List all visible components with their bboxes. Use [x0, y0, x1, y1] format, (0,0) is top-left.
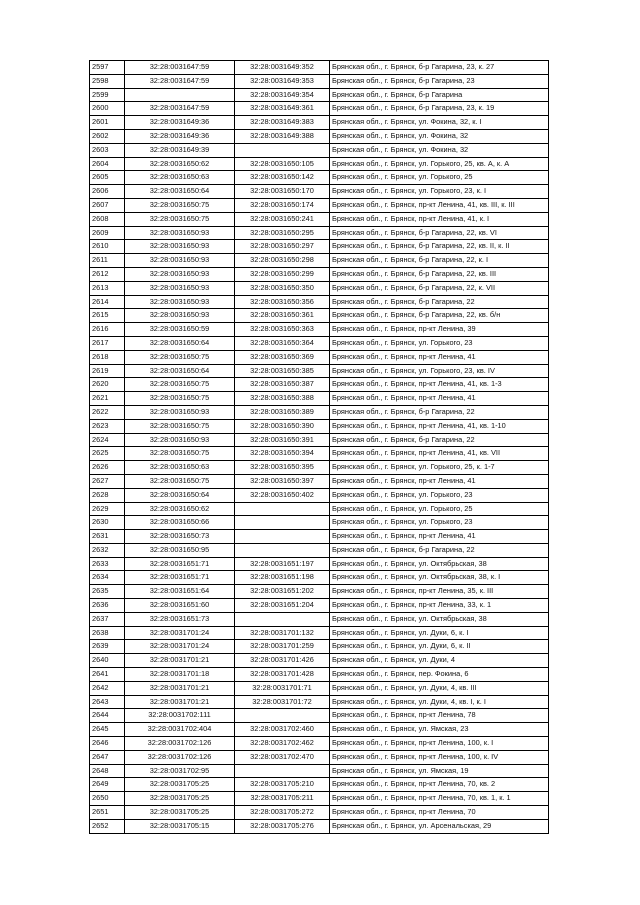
building-number-cell: 32:28:0031650:105 [235, 157, 330, 171]
parcel-number-cell: 32:28:0031649:36 [125, 129, 235, 143]
row-number-cell: 2625 [90, 447, 125, 461]
parcel-number-cell: 32:28:0031650:75 [125, 212, 235, 226]
building-number-cell: 32:28:0031650:397 [235, 474, 330, 488]
building-number-cell: 32:28:0031649:361 [235, 102, 330, 116]
table-row [90, 695, 549, 709]
table-row [90, 378, 549, 392]
row-number-cell: 2617 [90, 336, 125, 350]
row-number-cell: 2624 [90, 433, 125, 447]
address-cell: Брянская обл., г. Брянск, пр-кт Ленина, 41, кв. VII [330, 447, 549, 461]
table-row [90, 419, 549, 433]
building-number-cell: 32:28:0031705:211 [235, 792, 330, 806]
address-cell: Брянская обл., г. Брянск, ул. Горького, 25, кв. А, к. А [330, 157, 549, 171]
row-number-cell: 2644 [90, 709, 125, 723]
row-number-cell: 2634 [90, 571, 125, 585]
parcel-number-cell: 32:28:0031702:126 [125, 737, 235, 751]
building-number-cell: 32:28:0031650:361 [235, 309, 330, 323]
address-cell: Брянская обл., г. Брянск, пр-кт Ленина, 100, к. IV [330, 750, 549, 764]
address-cell: Брянская обл., г. Брянск, пр-кт Ленина, 41 [330, 530, 549, 544]
parcel-number-cell: 32:28:0031650:62 [125, 502, 235, 516]
parcel-number-cell: 32:28:0031650:93 [125, 281, 235, 295]
building-number-cell: 32:28:0031651:198 [235, 571, 330, 585]
parcel-number-cell: 32:28:0031650:63 [125, 171, 235, 185]
address-cell: Брянская обл., г. Брянск, б-р Гагарина, 22, кв. II, к. II [330, 240, 549, 254]
table-row [90, 599, 549, 613]
table-row [90, 364, 549, 378]
address-cell: Брянская обл., г. Брянск, ул. Горького, 23 [330, 516, 549, 530]
address-cell: Брянская обл., г. Брянск, б-р Гагарина, 22, кв. III [330, 267, 549, 281]
address-cell: Брянская обл., г. Брянск, пер. Фокина, 6 [330, 668, 549, 682]
address-cell: Брянская обл., г. Брянск, ул. Дуки, 4, кв. III [330, 681, 549, 695]
row-number-cell: 2645 [90, 723, 125, 737]
table-row [90, 530, 549, 544]
building-number-cell: 32:28:0031702:462 [235, 737, 330, 751]
building-number-cell [235, 543, 330, 557]
building-number-cell: 32:28:0031650:298 [235, 254, 330, 268]
table-row [90, 143, 549, 157]
row-number-cell: 2598 [90, 74, 125, 88]
parcel-number-cell: 32:28:0031650:93 [125, 267, 235, 281]
building-number-cell: 32:28:0031701:426 [235, 654, 330, 668]
address-cell: Брянская обл., г. Брянск, б-р Гагарина, 22 [330, 405, 549, 419]
row-number-cell: 2648 [90, 764, 125, 778]
address-cell: Брянская обл., г. Брянск, пр-кт Ленина, 39 [330, 323, 549, 337]
parcel-number-cell: 32:28:0031650:93 [125, 405, 235, 419]
table-row [90, 461, 549, 475]
row-number-cell: 2614 [90, 295, 125, 309]
parcel-number-cell: 32:28:0031649:39 [125, 143, 235, 157]
table-row [90, 737, 549, 751]
row-number-cell: 2639 [90, 640, 125, 654]
address-cell: Брянская обл., г. Брянск, пр-кт Ленина, 41, кв. III, к. III [330, 198, 549, 212]
building-number-cell: 32:28:0031701:132 [235, 626, 330, 640]
table-row [90, 171, 549, 185]
table-row [90, 88, 549, 102]
table-row [90, 723, 549, 737]
row-number-cell: 2615 [90, 309, 125, 323]
row-number-cell: 2638 [90, 626, 125, 640]
address-cell: Брянская обл., г. Брянск, ул. Фокина, 32 [330, 129, 549, 143]
table-row [90, 405, 549, 419]
building-number-cell: 32:28:0031649:383 [235, 116, 330, 130]
table-row [90, 281, 549, 295]
parcel-number-cell: 32:28:0031702:95 [125, 764, 235, 778]
row-number-cell: 2641 [90, 668, 125, 682]
row-number-cell: 2636 [90, 599, 125, 613]
building-number-cell: 32:28:0031650:174 [235, 198, 330, 212]
parcel-number-cell: 32:28:0031702:111 [125, 709, 235, 723]
row-number-cell: 2627 [90, 474, 125, 488]
building-number-cell: 32:28:0031650:241 [235, 212, 330, 226]
address-cell: Брянская обл., г. Брянск, пр-кт Ленина, 41, кв. 1-10 [330, 419, 549, 433]
parcel-number-cell: 32:28:0031650:62 [125, 157, 235, 171]
row-number-cell: 2601 [90, 116, 125, 130]
parcel-number-cell: 32:28:0031651:71 [125, 557, 235, 571]
parcel-number-cell: 32:28:0031701:24 [125, 640, 235, 654]
row-number-cell: 2605 [90, 171, 125, 185]
address-cell: Брянская обл., г. Брянск, б-р Гагарина, 22, кв. VI [330, 226, 549, 240]
table-row [90, 806, 549, 820]
building-number-cell: 32:28:0031651:202 [235, 585, 330, 599]
cadastral-table [89, 60, 549, 834]
table-row [90, 764, 549, 778]
building-number-cell: 32:28:0031701:72 [235, 695, 330, 709]
building-number-cell: 32:28:0031702:470 [235, 750, 330, 764]
parcel-number-cell: 32:28:0031650:93 [125, 226, 235, 240]
address-cell: Брянская обл., г. Брянск, б-р Гагарина, 22, к. I [330, 254, 549, 268]
table-row [90, 129, 549, 143]
row-number-cell: 2612 [90, 267, 125, 281]
building-number-cell: 32:28:0031650:170 [235, 185, 330, 199]
parcel-number-cell: 32:28:0031705:25 [125, 792, 235, 806]
parcel-number-cell: 32:28:0031650:75 [125, 419, 235, 433]
address-cell: Брянская обл., г. Брянск, пр-кт Ленина, 41 [330, 474, 549, 488]
table-row [90, 433, 549, 447]
building-number-cell: 32:28:0031650:142 [235, 171, 330, 185]
table-row [90, 819, 549, 833]
parcel-number-cell: 32:28:0031650:75 [125, 378, 235, 392]
building-number-cell: 32:28:0031702:460 [235, 723, 330, 737]
building-number-cell: 32:28:0031649:388 [235, 129, 330, 143]
parcel-number-cell: 32:28:0031647:59 [125, 61, 235, 75]
table-row [90, 474, 549, 488]
address-cell: Брянская обл., г. Брянск, ул. Фокина, 32, к. I [330, 116, 549, 130]
building-number-cell: 32:28:0031650:387 [235, 378, 330, 392]
building-number-cell: 32:28:0031650:394 [235, 447, 330, 461]
table-row [90, 640, 549, 654]
table-row [90, 626, 549, 640]
parcel-number-cell: 32:28:0031650:64 [125, 336, 235, 350]
building-number-cell: 32:28:0031650:297 [235, 240, 330, 254]
parcel-number-cell: 32:28:0031651:60 [125, 599, 235, 613]
table-row [90, 295, 549, 309]
address-cell: Брянская обл., г. Брянск, ул. Горького, 23, кв. IV [330, 364, 549, 378]
building-number-cell: 32:28:0031650:395 [235, 461, 330, 475]
building-number-cell: 32:28:0031650:390 [235, 419, 330, 433]
building-number-cell [235, 709, 330, 723]
parcel-number-cell [125, 88, 235, 102]
row-number-cell: 2650 [90, 792, 125, 806]
row-number-cell: 2602 [90, 129, 125, 143]
address-cell: Брянская обл., г. Брянск, пр-кт Ленина, 100, к. I [330, 737, 549, 751]
row-number-cell: 2603 [90, 143, 125, 157]
row-number-cell: 2609 [90, 226, 125, 240]
parcel-number-cell: 32:28:0031701:18 [125, 668, 235, 682]
building-number-cell: 32:28:0031651:204 [235, 599, 330, 613]
parcel-number-cell: 32:28:0031701:21 [125, 681, 235, 695]
address-cell: Брянская обл., г. Брянск, ул. Октябрьская, 38 [330, 557, 549, 571]
table-row [90, 543, 549, 557]
parcel-number-cell: 32:28:0031650:93 [125, 309, 235, 323]
building-number-cell: 32:28:0031650:388 [235, 392, 330, 406]
address-cell: Брянская обл., г. Брянск, б-р Гагарина, 22, кв. б/н [330, 309, 549, 323]
address-cell: Брянская обл., г. Брянск, ул. Дуки, 4, кв. I, к. I [330, 695, 549, 709]
table-row [90, 309, 549, 323]
table-row [90, 350, 549, 364]
table-body [90, 61, 549, 834]
building-number-cell: 32:28:0031649:354 [235, 88, 330, 102]
building-number-cell: 32:28:0031650:364 [235, 336, 330, 350]
address-cell: Брянская обл., г. Брянск, пр-кт Ленина, 41 [330, 350, 549, 364]
parcel-number-cell: 32:28:0031651:64 [125, 585, 235, 599]
parcel-number-cell: 32:28:0031702:404 [125, 723, 235, 737]
parcel-number-cell: 32:28:0031650:75 [125, 392, 235, 406]
table-row [90, 557, 549, 571]
table-row [90, 502, 549, 516]
row-number-cell: 2637 [90, 612, 125, 626]
building-number-cell: 32:28:0031650:389 [235, 405, 330, 419]
building-number-cell [235, 612, 330, 626]
address-cell: Брянская обл., г. Брянск, пр-кт Ленина, 70 [330, 806, 549, 820]
row-number-cell: 2620 [90, 378, 125, 392]
address-cell: Брянская обл., г. Брянск, ул. Горького, 25, к. 1-7 [330, 461, 549, 475]
building-number-cell: 32:28:0031705:210 [235, 778, 330, 792]
address-cell: Брянская обл., г. Брянск, ул. Ямская, 23 [330, 723, 549, 737]
address-cell: Брянская обл., г. Брянск, пр-кт Ленина, 41, кв. 1-3 [330, 378, 549, 392]
parcel-number-cell: 32:28:0031649:36 [125, 116, 235, 130]
parcel-number-cell: 32:28:0031705:25 [125, 806, 235, 820]
table-row [90, 392, 549, 406]
building-number-cell: 32:28:0031649:353 [235, 74, 330, 88]
parcel-number-cell: 32:28:0031650:73 [125, 530, 235, 544]
table-row [90, 654, 549, 668]
building-number-cell: 32:28:0031650:295 [235, 226, 330, 240]
parcel-number-cell: 32:28:0031650:75 [125, 198, 235, 212]
parcel-number-cell: 32:28:0031650:64 [125, 185, 235, 199]
parcel-number-cell: 32:28:0031650:93 [125, 433, 235, 447]
address-cell: Брянская обл., г. Брянск, пр-кт Ленина, 41, к. I [330, 212, 549, 226]
row-number-cell: 2604 [90, 157, 125, 171]
row-number-cell: 2613 [90, 281, 125, 295]
address-cell: Брянская обл., г. Брянск, пр-кт Ленина, 35, к. III [330, 585, 549, 599]
table-row [90, 709, 549, 723]
building-number-cell: 32:28:0031701:259 [235, 640, 330, 654]
row-number-cell: 2621 [90, 392, 125, 406]
parcel-number-cell: 32:28:0031650:75 [125, 350, 235, 364]
building-number-cell: 32:28:0031650:391 [235, 433, 330, 447]
table-row [90, 74, 549, 88]
row-number-cell: 2607 [90, 198, 125, 212]
table-row [90, 240, 549, 254]
row-number-cell: 2631 [90, 530, 125, 544]
row-number-cell: 2619 [90, 364, 125, 378]
table-row [90, 116, 549, 130]
parcel-number-cell: 32:28:0031650:64 [125, 488, 235, 502]
table-row [90, 323, 549, 337]
row-number-cell: 2626 [90, 461, 125, 475]
row-number-cell: 2610 [90, 240, 125, 254]
parcel-number-cell: 32:28:0031650:93 [125, 240, 235, 254]
building-number-cell [235, 502, 330, 516]
row-number-cell: 2640 [90, 654, 125, 668]
table-row [90, 267, 549, 281]
row-number-cell: 2597 [90, 61, 125, 75]
parcel-number-cell: 32:28:0031647:59 [125, 102, 235, 116]
row-number-cell: 2633 [90, 557, 125, 571]
address-cell: Брянская обл., г. Брянск, б-р Гагарина, 23, к. 19 [330, 102, 549, 116]
row-number-cell: 2642 [90, 681, 125, 695]
address-cell: Брянская обл., г. Брянск, ул. Дуки, 4 [330, 654, 549, 668]
building-number-cell: 32:28:0031650:369 [235, 350, 330, 364]
parcel-number-cell: 32:28:0031651:73 [125, 612, 235, 626]
parcel-number-cell: 32:28:0031650:59 [125, 323, 235, 337]
address-cell: Брянская обл., г. Брянск, ул. Ямская, 19 [330, 764, 549, 778]
row-number-cell: 2599 [90, 88, 125, 102]
address-cell: Брянская обл., г. Брянск, ул. Горького, 25 [330, 502, 549, 516]
parcel-number-cell: 32:28:0031650:93 [125, 254, 235, 268]
building-number-cell: 32:28:0031705:272 [235, 806, 330, 820]
row-number-cell: 2622 [90, 405, 125, 419]
row-number-cell: 2618 [90, 350, 125, 364]
building-number-cell [235, 143, 330, 157]
building-number-cell [235, 764, 330, 778]
parcel-number-cell: 32:28:0031705:15 [125, 819, 235, 833]
building-number-cell: 32:28:0031701:71 [235, 681, 330, 695]
table-row [90, 254, 549, 268]
parcel-number-cell: 32:28:0031705:25 [125, 778, 235, 792]
building-number-cell: 32:28:0031651:197 [235, 557, 330, 571]
parcel-number-cell: 32:28:0031650:66 [125, 516, 235, 530]
row-number-cell: 2632 [90, 543, 125, 557]
row-number-cell: 2643 [90, 695, 125, 709]
table-row [90, 336, 549, 350]
building-number-cell: 32:28:0031650:363 [235, 323, 330, 337]
address-cell: Брянская обл., г. Брянск, ул. Октябрьская, 38, к. I [330, 571, 549, 585]
address-cell: Брянская обл., г. Брянск, б-р Гагарина, 23 [330, 74, 549, 88]
building-number-cell: 32:28:0031650:402 [235, 488, 330, 502]
row-number-cell: 2646 [90, 737, 125, 751]
table-row [90, 102, 549, 116]
table-row [90, 212, 549, 226]
address-cell: Брянская обл., г. Брянск, пр-кт Ленина, 70, кв. 1, к. 1 [330, 792, 549, 806]
row-number-cell: 2616 [90, 323, 125, 337]
address-cell: Брянская обл., г. Брянск, пр-кт Ленина, 70, кв. 2 [330, 778, 549, 792]
row-number-cell: 2647 [90, 750, 125, 764]
address-cell: Брянская обл., г. Брянск, ул. Октябрьская, 38 [330, 612, 549, 626]
address-cell: Брянская обл., г. Брянск, б-р Гагарина, 22 [330, 543, 549, 557]
building-number-cell: 32:28:0031649:352 [235, 61, 330, 75]
table-row [90, 61, 549, 75]
table-row [90, 157, 549, 171]
row-number-cell: 2649 [90, 778, 125, 792]
parcel-number-cell: 32:28:0031647:59 [125, 74, 235, 88]
address-cell: Брянская обл., г. Брянск, б-р Гагарина, 22, к. VII [330, 281, 549, 295]
table-row [90, 681, 549, 695]
address-cell: Брянская обл., г. Брянск, пр-кт Ленина, 78 [330, 709, 549, 723]
building-number-cell: 32:28:0031650:385 [235, 364, 330, 378]
row-number-cell: 2630 [90, 516, 125, 530]
parcel-number-cell: 32:28:0031650:93 [125, 295, 235, 309]
parcel-number-cell: 32:28:0031702:126 [125, 750, 235, 764]
address-cell: Брянская обл., г. Брянск, ул. Дуки, 6, к. I [330, 626, 549, 640]
parcel-number-cell: 32:28:0031650:64 [125, 364, 235, 378]
address-cell: Брянская обл., г. Брянск, ул. Горького, 23, к. I [330, 185, 549, 199]
building-number-cell: 32:28:0031650:299 [235, 267, 330, 281]
address-cell: Брянская обл., г. Брянск, б-р Гагарина, 23, к. 27 [330, 61, 549, 75]
row-number-cell: 2635 [90, 585, 125, 599]
building-number-cell: 32:28:0031701:428 [235, 668, 330, 682]
parcel-number-cell: 32:28:0031650:75 [125, 474, 235, 488]
parcel-number-cell: 32:28:0031651:71 [125, 571, 235, 585]
parcel-number-cell: 32:28:0031650:63 [125, 461, 235, 475]
table-row [90, 198, 549, 212]
parcel-number-cell: 32:28:0031701:21 [125, 654, 235, 668]
building-number-cell: 32:28:0031705:276 [235, 819, 330, 833]
table-row [90, 447, 549, 461]
row-number-cell: 2608 [90, 212, 125, 226]
address-cell: Брянская обл., г. Брянск, б-р Гагарина, 22 [330, 433, 549, 447]
table-row [90, 750, 549, 764]
row-number-cell: 2600 [90, 102, 125, 116]
row-number-cell: 2651 [90, 806, 125, 820]
address-cell: Брянская обл., г. Брянск, ул. Дуки, 6, к. II [330, 640, 549, 654]
parcel-number-cell: 32:28:0031650:75 [125, 447, 235, 461]
row-number-cell: 2628 [90, 488, 125, 502]
building-number-cell: 32:28:0031650:350 [235, 281, 330, 295]
table-row [90, 488, 549, 502]
address-cell: Брянская обл., г. Брянск, ул. Арсенальская, 29 [330, 819, 549, 833]
row-number-cell: 2652 [90, 819, 125, 833]
table-row [90, 778, 549, 792]
address-cell: Брянская обл., г. Брянск, пр-кт Ленина, 41 [330, 392, 549, 406]
table-row [90, 792, 549, 806]
table-row [90, 516, 549, 530]
address-cell: Брянская обл., г. Брянск, ул. Горького, 25 [330, 171, 549, 185]
table-row [90, 226, 549, 240]
building-number-cell: 32:28:0031650:356 [235, 295, 330, 309]
table-row [90, 571, 549, 585]
address-cell: Брянская обл., г. Брянск, ул. Фокина, 32 [330, 143, 549, 157]
table-row [90, 585, 549, 599]
building-number-cell [235, 530, 330, 544]
table-row [90, 612, 549, 626]
address-cell: Брянская обл., г. Брянск, ул. Горького, 23 [330, 336, 549, 350]
table-row [90, 185, 549, 199]
parcel-number-cell: 32:28:0031650:95 [125, 543, 235, 557]
row-number-cell: 2623 [90, 419, 125, 433]
address-cell: Брянская обл., г. Брянск, пр-кт Ленина, 33, к. 1 [330, 599, 549, 613]
address-cell: Брянская обл., г. Брянск, ул. Горького, 23 [330, 488, 549, 502]
row-number-cell: 2611 [90, 254, 125, 268]
address-cell: Брянская обл., г. Брянск, б-р Гагарина, 22 [330, 295, 549, 309]
table-row [90, 668, 549, 682]
address-cell: Брянская обл., г. Брянск, б-р Гагарина [330, 88, 549, 102]
row-number-cell: 2606 [90, 185, 125, 199]
row-number-cell: 2629 [90, 502, 125, 516]
parcel-number-cell: 32:28:0031701:24 [125, 626, 235, 640]
building-number-cell [235, 516, 330, 530]
parcel-number-cell: 32:28:0031701:21 [125, 695, 235, 709]
